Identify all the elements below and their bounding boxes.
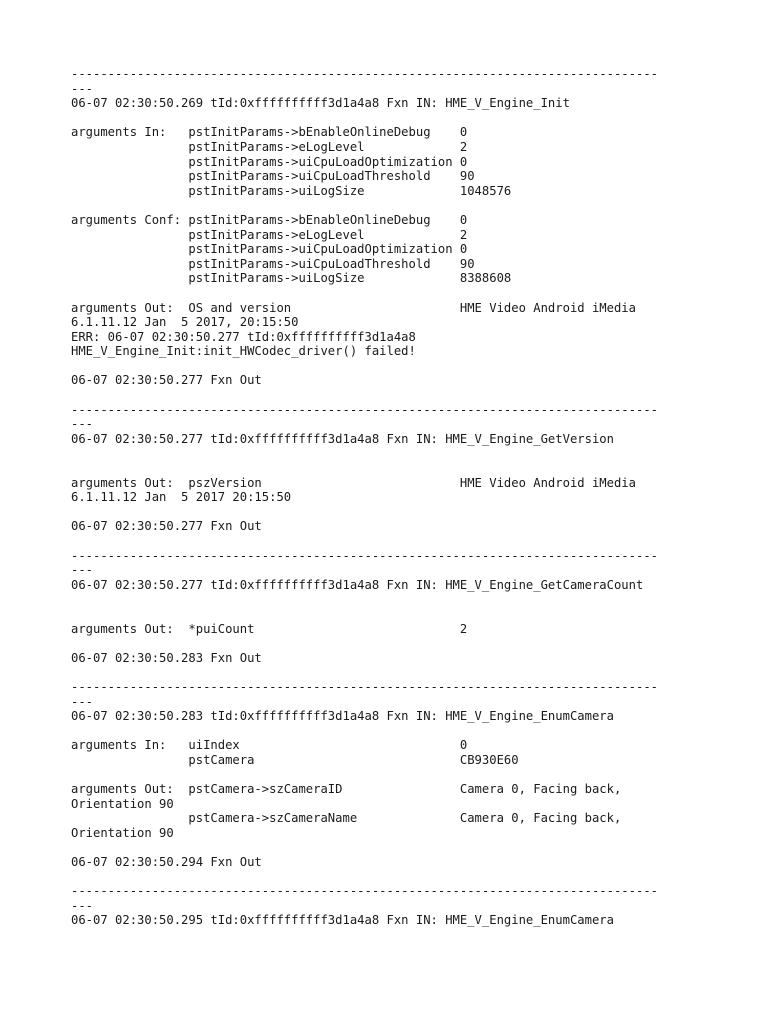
blank-line [71, 359, 658, 374]
log-line: pstInitParams->eLogLevel 2 [71, 139, 468, 154]
log-line: arguments In: uiIndex 0 [71, 738, 468, 753]
log-line: arguments Conf: pstInitParams->bEnableOnlineDebug 0 [71, 212, 468, 227]
function-exit-line: 06-07 02:30:50.283 Fxn Out [71, 650, 262, 665]
log-line: pstInitParams->uiCpuLoadThreshold 90 [71, 256, 475, 271]
log-line: pstInitParams->uiLogSize 8388608 [71, 271, 512, 286]
error-line: ERR: 06-07 02:30:50.277 tId:0xffffffffff3d1a4a8 [71, 329, 416, 344]
function-exit-line: 06-07 02:30:50.277 Fxn Out [71, 373, 262, 388]
log-line: pstInitParams->uiLogSize 1048576 [71, 183, 512, 198]
blank-line [71, 724, 658, 739]
log-line: pstInitParams->uiCpuLoadThreshold 90 [71, 169, 475, 184]
log-line: 6.1.11.12 Jan 5 2017, 20:15:50 [71, 315, 299, 330]
function-exit-line: 06-07 02:30:50.277 Fxn Out [71, 519, 262, 534]
separator-line: --- [71, 563, 94, 578]
separator-line: -------------------------------------------------------------------------------- [71, 884, 658, 899]
function-entry-line: 06-07 02:30:50.283 tId:0xffffffffff3d1a4a8 Fxn IN: HME_V_Engine_EnumCamera [71, 709, 614, 724]
blank-line [71, 592, 658, 607]
log-line: HME_V_Engine_Init:init_HWCodec_driver() failed! [71, 344, 416, 359]
log-line: pstInitParams->eLogLevel 2 [71, 227, 468, 242]
log-line: arguments Out: OS and version HME Video Android iMedia [71, 300, 636, 315]
blank-line [71, 768, 658, 783]
blank-line [71, 505, 658, 520]
log-line: arguments Out: pszVersion HME Video Android iMedia [71, 475, 636, 490]
separator-line: --- [71, 417, 94, 432]
blank-line [71, 636, 658, 651]
log-line: Orientation 90 [71, 796, 174, 811]
log-line: 6.1.11.12 Jan 5 2017 20:15:50 [71, 490, 292, 505]
log-line: arguments Out: pstCamera->szCameraID Camera 0, Facing back, [71, 782, 622, 797]
blank-line [71, 286, 658, 301]
function-exit-line: 06-07 02:30:50.294 Fxn Out [71, 855, 262, 870]
function-entry-line: 06-07 02:30:50.277 tId:0xffffffffff3d1a4a8 Fxn IN: HME_V_Engine_GetCameraCount [71, 577, 644, 592]
blank-line [71, 111, 658, 126]
log-line: Orientation 90 [71, 825, 174, 840]
separator-line: -------------------------------------------------------------------------------- [71, 67, 658, 81]
function-entry-line: 06-07 02:30:50.277 tId:0xffffffffff3d1a4a8 Fxn IN: HME_V_Engine_GetVersion [71, 431, 614, 446]
function-entry-line: 06-07 02:30:50.269 tId:0xffffffffff3d1a4a8 Fxn IN: HME_V_Engine_Init [71, 96, 570, 111]
separator-line: -------------------------------------------------------------------------------- [71, 679, 658, 694]
function-entry-line: 06-07 02:30:50.295 tId:0xffffffffff3d1a4a8 Fxn IN: HME_V_Engine_EnumCamera [71, 913, 614, 928]
blank-line [71, 840, 658, 855]
blank-line [71, 388, 658, 403]
blank-line [71, 446, 658, 461]
separator-line: --- [71, 898, 94, 913]
blank-line [71, 534, 658, 549]
blank-line [71, 607, 658, 622]
log-line: arguments Out: *puiCount 2 [71, 621, 468, 636]
log-document [71, 67, 658, 928]
blank-line [71, 870, 658, 885]
separator-line: --- [71, 694, 94, 709]
separator-line: -------------------------------------------------------------------------------- [71, 548, 658, 563]
log-line: pstCamera CB930E60 [71, 752, 519, 767]
log-line: pstCamera->szCameraName Camera 0, Facing back, [71, 811, 622, 826]
blank-line [71, 665, 658, 680]
separator-line: -------------------------------------------------------------------------------- [71, 402, 658, 417]
blank-line [71, 198, 658, 213]
log-line: arguments In: pstInitParams->bEnableOnlineDebug 0 [71, 125, 468, 140]
blank-line [71, 461, 658, 476]
separator-line: --- [71, 81, 94, 96]
log-line: pstInitParams->uiCpuLoadOptimization 0 [71, 154, 468, 169]
log-line: pstInitParams->uiCpuLoadOptimization 0 [71, 242, 468, 257]
